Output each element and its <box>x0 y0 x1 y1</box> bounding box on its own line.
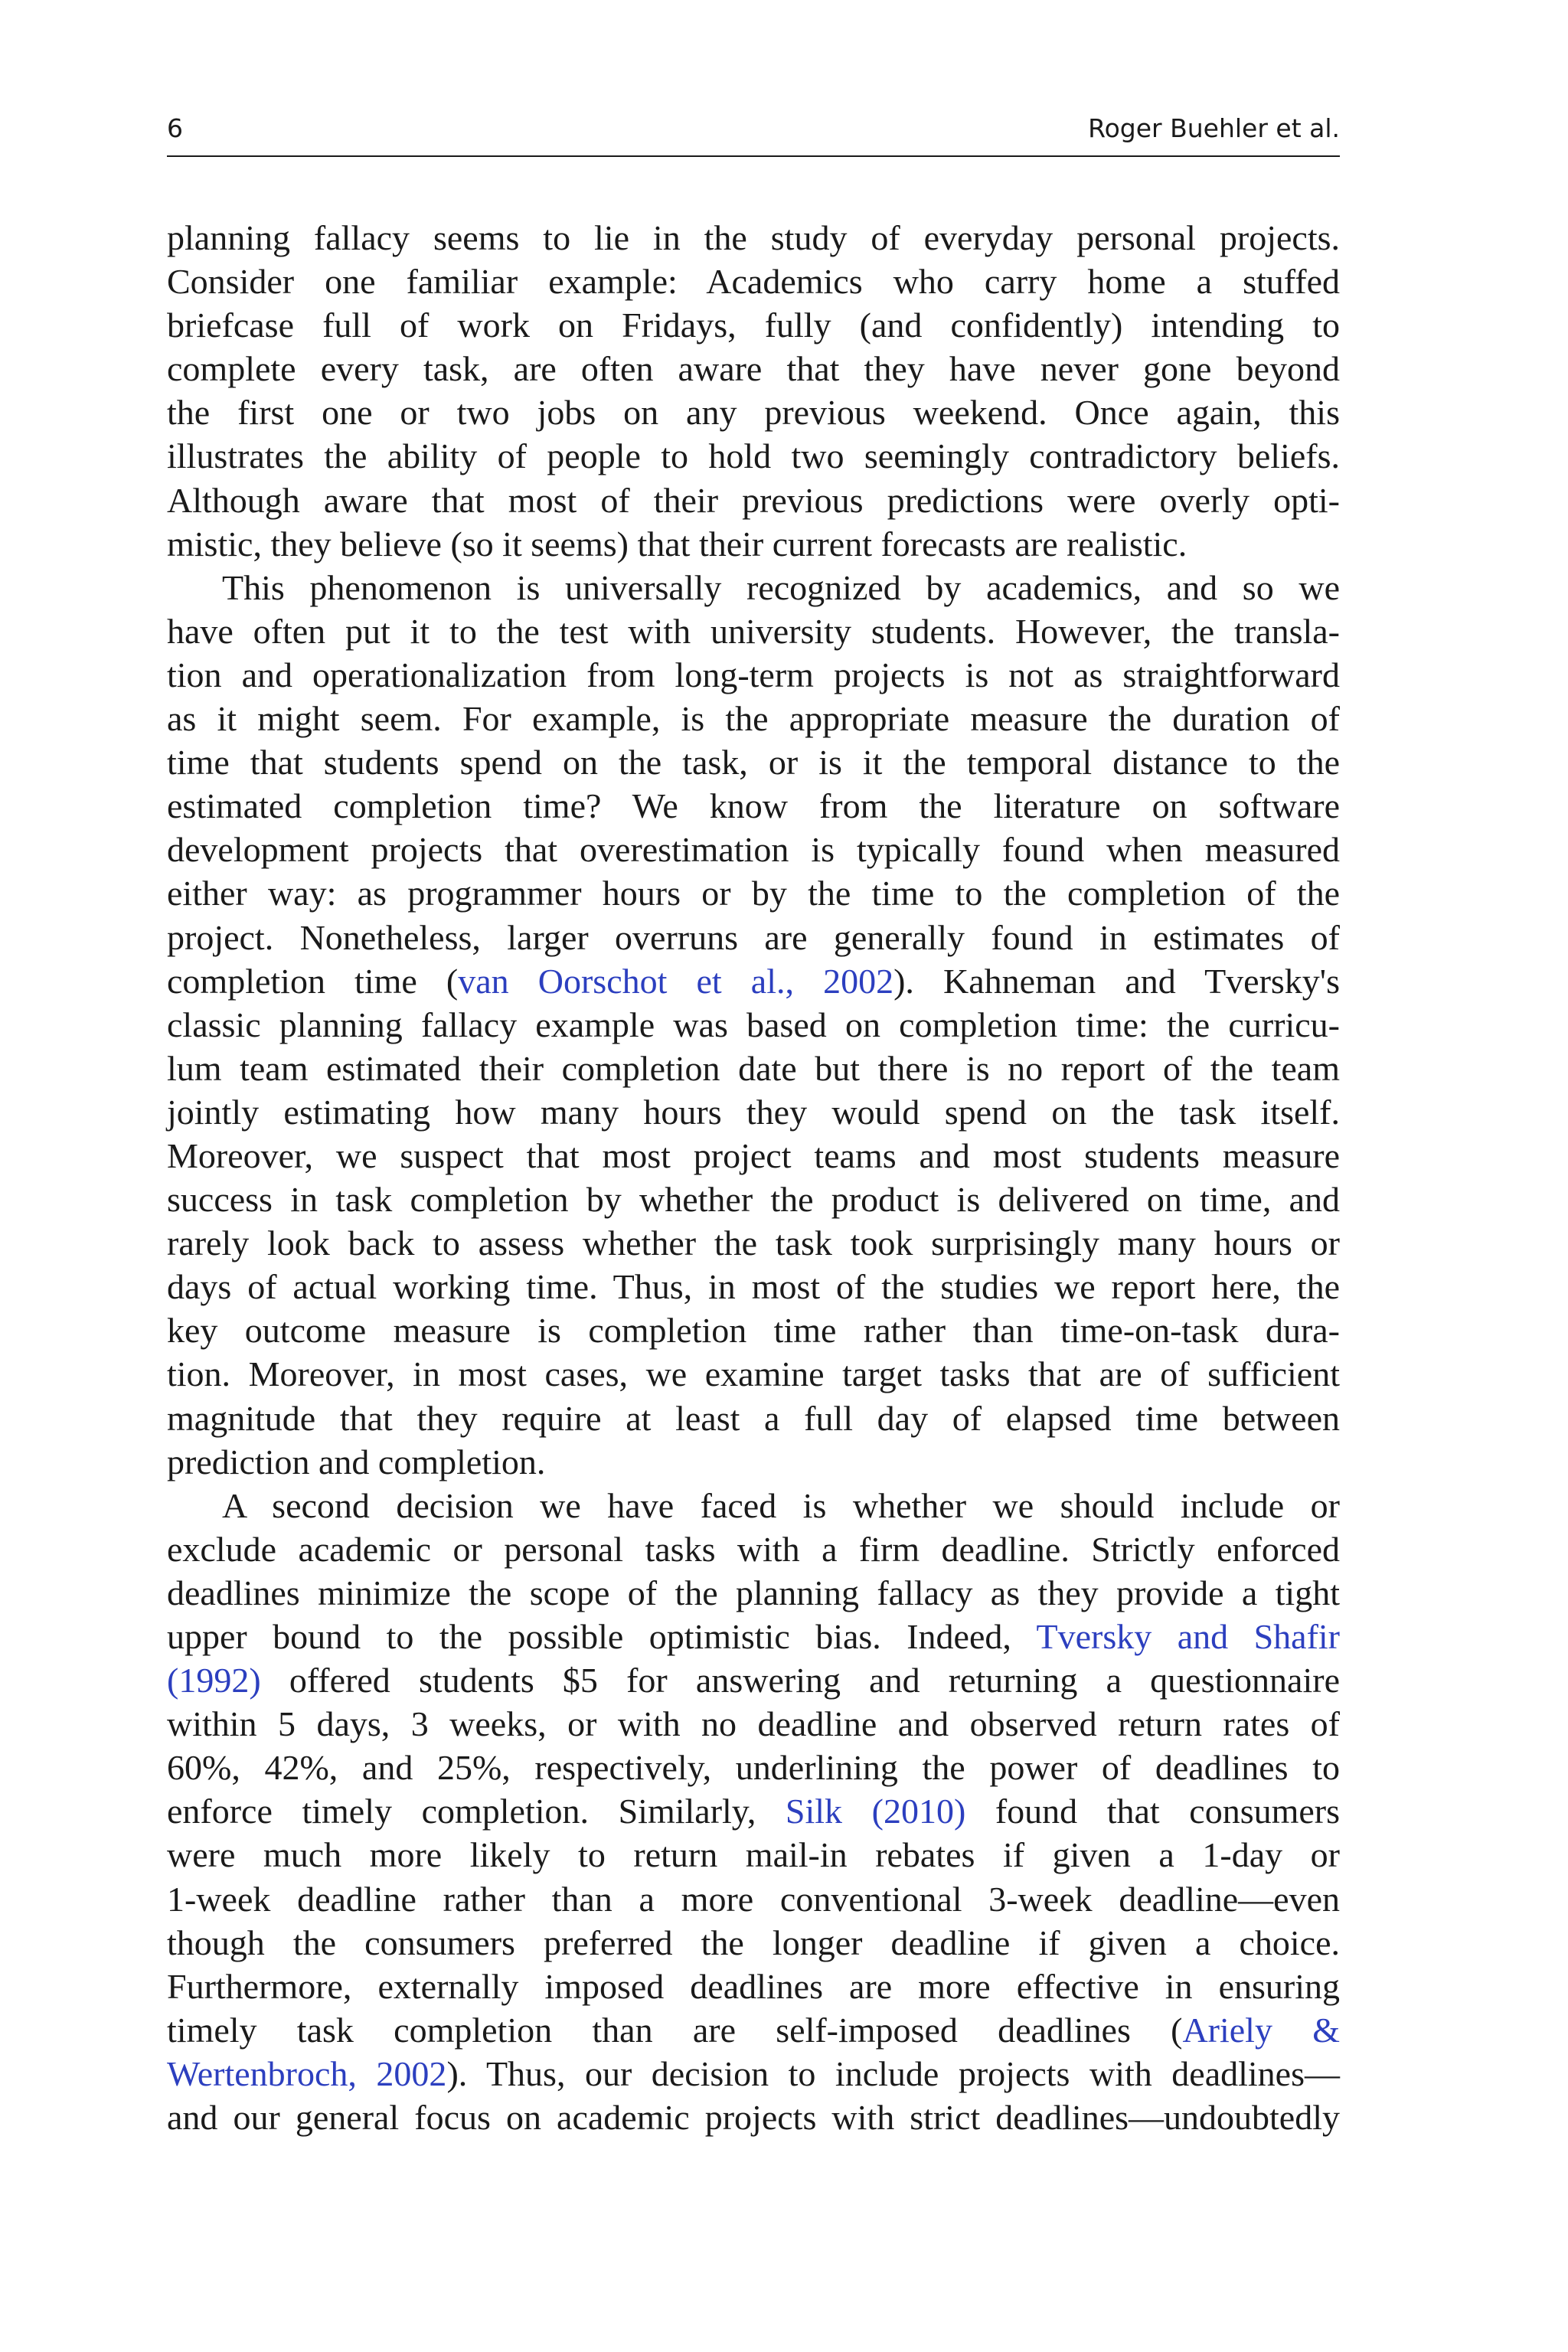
text-line: success in task completion by whether the product is delivered on time, and <box>167 1180 1340 1220</box>
citation-link[interactable]: van Oorschot et al., 2002 <box>458 961 894 1001</box>
text-line <box>167 1789 1340 1833</box>
body-text <box>167 216 1340 2139</box>
running-head: Roger Buehler et al. <box>1088 113 1340 143</box>
text-line: though the consumers preferred the longer deadline if given a choice. <box>167 1922 1340 1962</box>
text-line: This phenomenon is universally recognized by academics, and so we <box>222 567 1340 607</box>
text-segment: ). Thus, our decision to include projects with deadlines— <box>446 2053 1341 2093</box>
text-line: development projects that overestimation is typically found when measured <box>167 830 1340 870</box>
text-line <box>167 1658 1340 1702</box>
text-line: prediction and completion. <box>167 1442 546 1481</box>
text-line: exclude academic or personal tasks with a firm deadline. Strictly enforced <box>167 1529 1340 1569</box>
text-line: complete every task, are often aware that they have never gone beyond <box>167 349 1340 389</box>
text-line: as it might seem. For example, is the appropriate measure the duration of <box>167 699 1340 739</box>
text-line: Consider one familiar example: Academics who carry home a stuffed <box>167 262 1340 302</box>
text-line: were much more likely to return mail-in rebates if given a 1-day or <box>167 1835 1340 1875</box>
text-line: planning fallacy seems to lie in the study of everyday personal projects. <box>167 218 1340 257</box>
text-line: estimated completion time? We know from the literature on software <box>167 786 1340 826</box>
text-line: mistic, they believe (so it seems) that their current forecasts are realistic. <box>167 524 1187 564</box>
text-segment: upper bound to the possible optimistic bias. Indeed, <box>167 1617 1037 1656</box>
text-line: rarely look back to assess whether the task took surprisingly many hours or <box>167 1223 1340 1263</box>
text-segment: found that consumers <box>965 1792 1341 1831</box>
text-line <box>167 2008 1340 2052</box>
text-line <box>167 2052 1340 2096</box>
text-line: Although aware that most of their previous predictions were overly opti- <box>167 480 1340 520</box>
text-segment: offered students $5 for answering and returning a questionnaire <box>260 1661 1340 1700</box>
text-line: within 5 days, 3 weeks, or with no deadline and observed return rates of <box>167 1704 1340 1744</box>
text-line: A second decision we have faced is whether we should include or <box>222 1485 1340 1525</box>
text-line: briefcase full of work on Fridays, fully (and confidently) intending to <box>167 305 1340 345</box>
text-line: Moreover, we suspect that most project teams and most students measure <box>167 1135 1340 1175</box>
text-line: tion and operationalization from long-term projects is not as straightforward <box>167 655 1340 694</box>
text-line: 1-week deadline rather than a more conventional 3-week deadline—even <box>167 1879 1340 1919</box>
text-line: magnitude that they require at least a full day of elapsed time between <box>167 1398 1340 1438</box>
text-segment: timely task completion than are self-imposed deadlines ( <box>167 2010 1183 2050</box>
text-segment: enforce timely completion. Similarly, <box>167 1792 786 1831</box>
citation-link[interactable]: Wertenbroch, 2002 <box>167 2053 447 2093</box>
text-line: key outcome measure is completion time rather than time-on-task dura- <box>167 1311 1340 1351</box>
citation-link[interactable]: (1992) <box>167 1661 261 1700</box>
text-line: either way: as programmer hours or by the time to the completion of the <box>167 874 1340 913</box>
text-line: classic planning fallacy example was based on completion time: the curricu- <box>167 1004 1340 1044</box>
text-line: project. Nonetheless, larger overruns are generally found in estimates of <box>167 917 1340 957</box>
text-line: time that students spend on the task, or is it the temporal distance to the <box>167 743 1340 782</box>
text-segment: ). Kahneman and Tversky's <box>893 961 1340 1001</box>
header-rule <box>167 155 1340 157</box>
text-line: jointly estimating how many hours they would spend on the task itself. <box>167 1092 1340 1132</box>
text-segment: completion time ( <box>167 961 459 1001</box>
page-number: 6 <box>167 113 183 143</box>
citation-link[interactable]: Ariely & <box>1182 2010 1340 2050</box>
text-line: the first one or two jobs on any previous weekend. Once again, this <box>167 393 1340 433</box>
text-line: Furthermore, externally imposed deadlines are more effective in ensuring <box>167 1966 1340 2006</box>
text-line: deadlines minimize the scope of the planning fallacy as they provide a tight <box>167 1573 1340 1612</box>
citation-link[interactable]: Tversky and Shafir <box>1036 1617 1340 1656</box>
text-line: lum team estimated their completion date but there is no report of the team <box>167 1048 1340 1088</box>
page-header <box>167 113 1340 153</box>
text-line: have often put it to the test with university students. However, the transla- <box>167 611 1340 651</box>
text-line: tion. Moreover, in most cases, we examine target tasks that are of sufficient <box>167 1354 1340 1394</box>
text-line <box>167 959 1340 1003</box>
text-line: 60%, 42%, and 25%, respectively, underlining the power of deadlines to <box>167 1748 1340 1788</box>
text-line: illustrates the ability of people to hold two seemingly contradictory beliefs. <box>167 436 1340 476</box>
citation-link[interactable]: Silk (2010) <box>785 1792 966 1831</box>
text-line: and our general focus on academic projects with strict deadlines—undoubtedly <box>167 2098 1340 2138</box>
text-line <box>167 1615 1340 1658</box>
text-line: days of actual working time. Thus, in most of the studies we report here, the <box>167 1267 1340 1307</box>
